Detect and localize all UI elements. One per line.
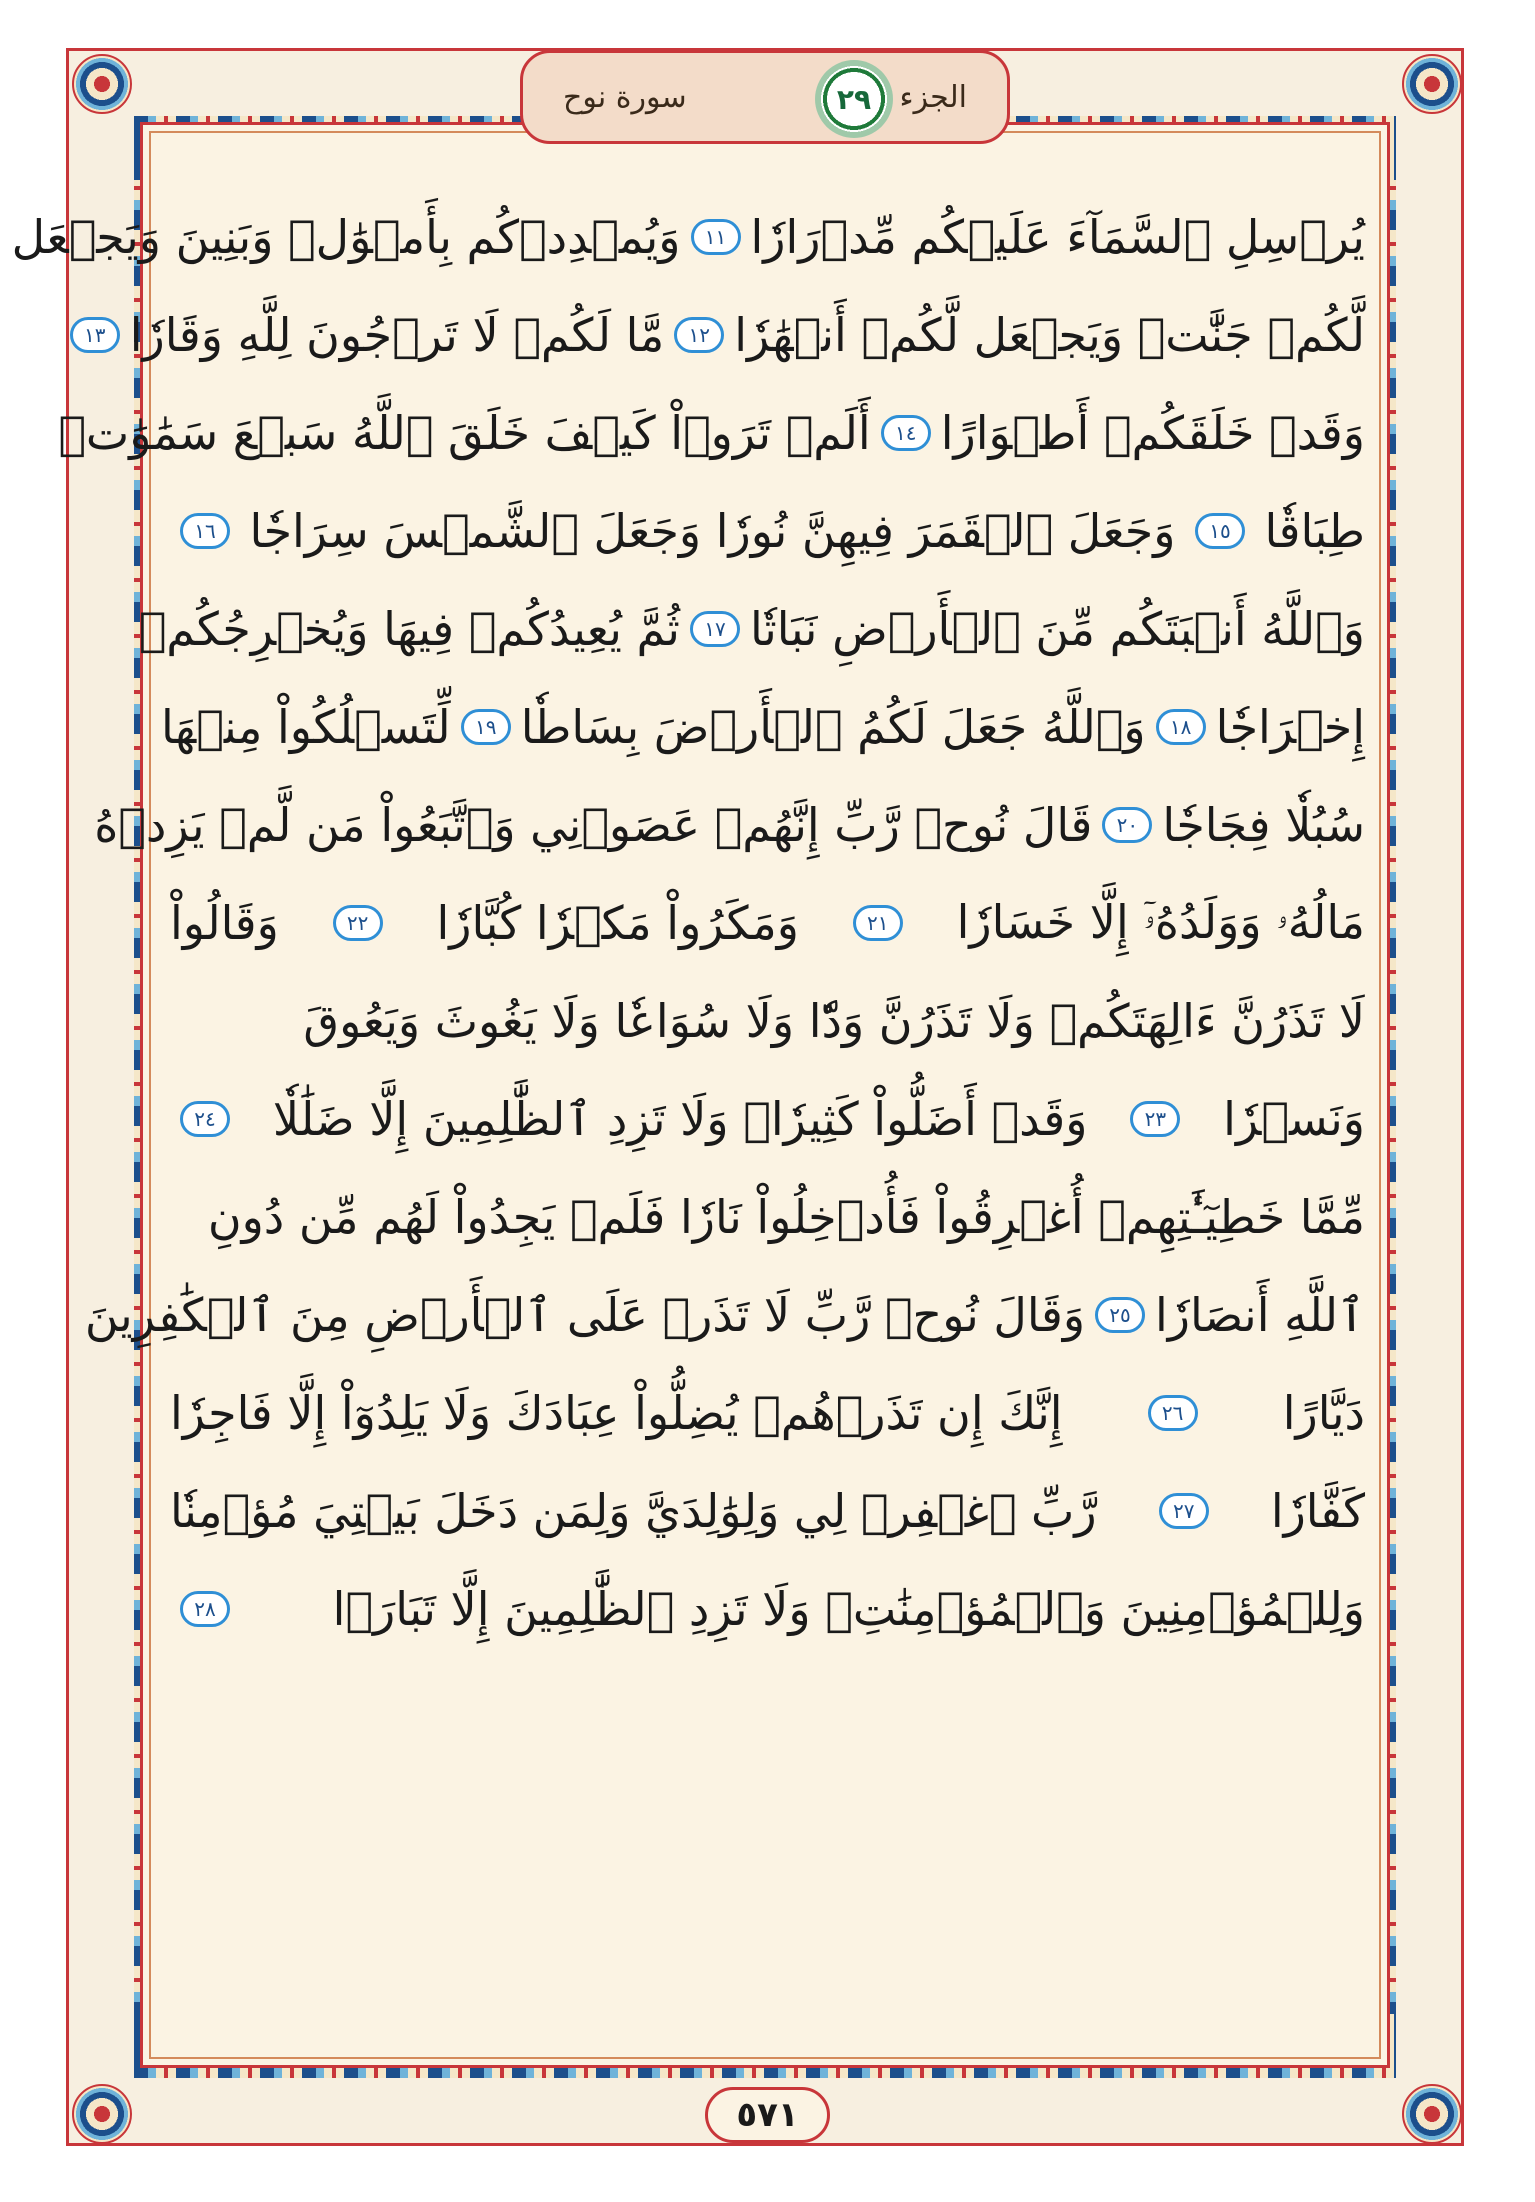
surah-name: سورة نوح [563,79,687,115]
ayah-number-marker: ٢٧ [1159,1493,1209,1529]
verse-text: يُرۡسِلِ ٱلسَّمَآءَ عَلَيۡكُم مِّدۡرَارٗا [750,210,1365,264]
ayah-number-marker: ٢٥ [1095,1297,1145,1333]
verse-text: رَّبِّ ٱغۡفِرۡ لِي وَلِوَٰلِدَيَّ وَلِمَن دَخَلَ بَيۡتِيَ مُؤۡمِنٗا [170,1484,1097,1538]
verse-text: طِبَاقٗا [1264,504,1365,558]
ayah-number-marker: ١٣ [70,317,120,353]
verse-text: ٱللَّهِ أَنصَارٗا [1155,1288,1365,1342]
ayah-number-marker: ٢٠ [1102,807,1152,843]
verse-text: وَنَسۡرٗا [1223,1092,1365,1146]
verse-text: مِّمَّا خَطِيٓـَٰٔتِهِمۡ أُغۡرِقُواْ فَأُدۡخِلُواْ نَارٗا فَلَمۡ يَجِدُواْ لَهُم مِّن دُونِ [207,1190,1365,1244]
ayah-number-marker: ١١ [691,219,741,255]
ayah-number-marker: ٢٨ [180,1591,230,1627]
verse-text: وَجَعَلَ ٱلۡقَمَرَ فِيهِنَّ نُورٗا وَجَعَلَ ٱلشَّمۡسَ سِرَاجٗا [249,504,1176,558]
verse-text: لِّتَسۡلُكُواْ مِنۡهَا [161,700,451,754]
verse-line [170,1462,1365,1560]
verse-text: وَقَالُواْ [170,896,279,950]
verse-text: ثُمَّ يُعِيدُكُمۡ فِيهَا وَيُخۡرِجُكُمۡ [138,602,680,656]
verse-text: وَقَدۡ أَضَلُّواْ كَثِيرٗاۖ وَلَا تَزِدِ ٱلظَّٰلِمِينَ إِلَّا ضَلَٰلٗا [272,1092,1088,1146]
verse-text: لَّكُمۡ جَنَّٰتٖ وَيَجۡعَل لَّكُمۡ أَنۡهَٰرٗا [734,308,1365,362]
verse-line [83,286,1365,384]
verse-line [170,1364,1365,1462]
verse-line [11,188,1365,286]
verse-line [138,580,1365,678]
verse-line [170,874,1365,972]
ayah-number-marker: ١٨ [1156,709,1206,745]
ayah-number-marker: ١٦ [180,513,230,549]
juz-medallion [815,60,893,138]
ayah-number-marker: ٢٣ [1130,1101,1180,1137]
page-number-plate [705,2087,830,2143]
verse-text: أَلَمۡ تَرَوۡاْ كَيۡفَ خَلَقَ ٱللَّهُ سَبۡعَ سَمَٰوَٰتٖ [58,406,871,460]
ayah-number-marker: ٢٢ [333,905,383,941]
verse-line [170,1560,1365,1658]
verse-text: كَفَّارٗا [1270,1484,1365,1538]
verse-text: وَلِلۡمُؤۡمِنِينَ وَٱلۡمُؤۡمِنَٰتِۖ وَلَا تَزِدِ ٱلظَّٰلِمِينَ إِلَّا تَبَارَۢا [332,1582,1365,1636]
ayah-number-marker: ٢٤ [180,1101,230,1137]
ayah-number-marker: ١٢ [674,317,724,353]
verse-text: إِنَّكَ إِن تَذَرۡهُمۡ يُضِلُّواْ عِبَادَكَ وَلَا يَلِدُوٓاْ إِلَّا فَاجِرٗا [170,1386,1063,1440]
page-number: ٥٧١ [736,2095,799,2135]
verse-text: وَٱللَّهُ جَعَلَ لَكُمُ ٱلۡأَرۡضَ بِسَاطٗا [520,700,1146,754]
verse-line [84,1266,1365,1364]
verse-text: قَالَ نُوحٞ رَّبِّ إِنَّهُمۡ عَصَوۡنِي وَٱتَّبَعُواْ مَن لَّمۡ يَزِدۡهُ [94,798,1093,852]
verse-line [94,776,1365,874]
ayah-number-marker: ١٥ [1195,513,1245,549]
verse-text: وَقَالَ نُوحٞ رَّبِّ لَا تَذَرۡ عَلَى ٱلۡأَرۡضِ مِنَ ٱلۡكَٰفِرِينَ [84,1288,1086,1342]
verse-text-block [11,188,1365,1658]
corner-ornament-bottom-left [72,2084,132,2144]
verse-line [170,482,1365,580]
juz-label: الجزء [899,79,967,115]
verse-text: وَٱللَّهُ أَنۢبَتَكُم مِّنَ ٱلۡأَرۡضِ نَبَاتٗا [749,602,1365,656]
ayah-number-marker: ١٤ [881,415,931,451]
verse-line [161,678,1365,776]
ayah-number-marker: ١٩ [461,709,511,745]
corner-ornament-top-left [72,54,132,114]
verse-line [170,1070,1365,1168]
corner-ornament-top-right [1402,54,1462,114]
verse-text: مَّا لَكُمۡ لَا تَرۡجُونَ لِلَّهِ وَقَارٗا [129,308,665,362]
verse-text: وَمَكَرُواْ مَكۡرٗا كُبَّارٗا [436,896,799,950]
verse-text: وَيُمۡدِدۡكُم بِأَمۡوَٰلٖ وَبَنِينَ وَيَجۡعَل [11,210,681,264]
verse-text: إِخۡرَاجٗا [1215,700,1365,754]
ayah-number-marker: ٢١ [853,905,903,941]
verse-text: وَقَدۡ خَلَقَكُمۡ أَطۡوَارًا [940,406,1365,460]
verse-text: دَيَّارًا [1282,1386,1365,1440]
ayah-number-marker: ١٧ [690,611,740,647]
verse-line [58,384,1365,482]
juz-number: ٢٩ [836,82,872,116]
ayah-number-marker: ٢٦ [1148,1395,1198,1431]
verse-line [170,972,1365,1070]
verse-text: مَالُهُۥ وَوَلَدُهُۥٓ إِلَّا خَسَارٗا [956,895,1365,949]
page-header [520,50,1010,144]
corner-ornament-bottom-right [1402,2084,1462,2144]
verse-line [170,1168,1365,1266]
verse-text: لَا تَذَرُنَّ ءَالِهَتَكُمۡ وَلَا تَذَرُنَّ وَدّٗا وَلَا سُوَاعٗا وَلَا يَغُوثَ وَيَعُوقَ [303,994,1365,1048]
verse-text: سُبُلٗا فِجَاجٗا [1162,798,1365,852]
